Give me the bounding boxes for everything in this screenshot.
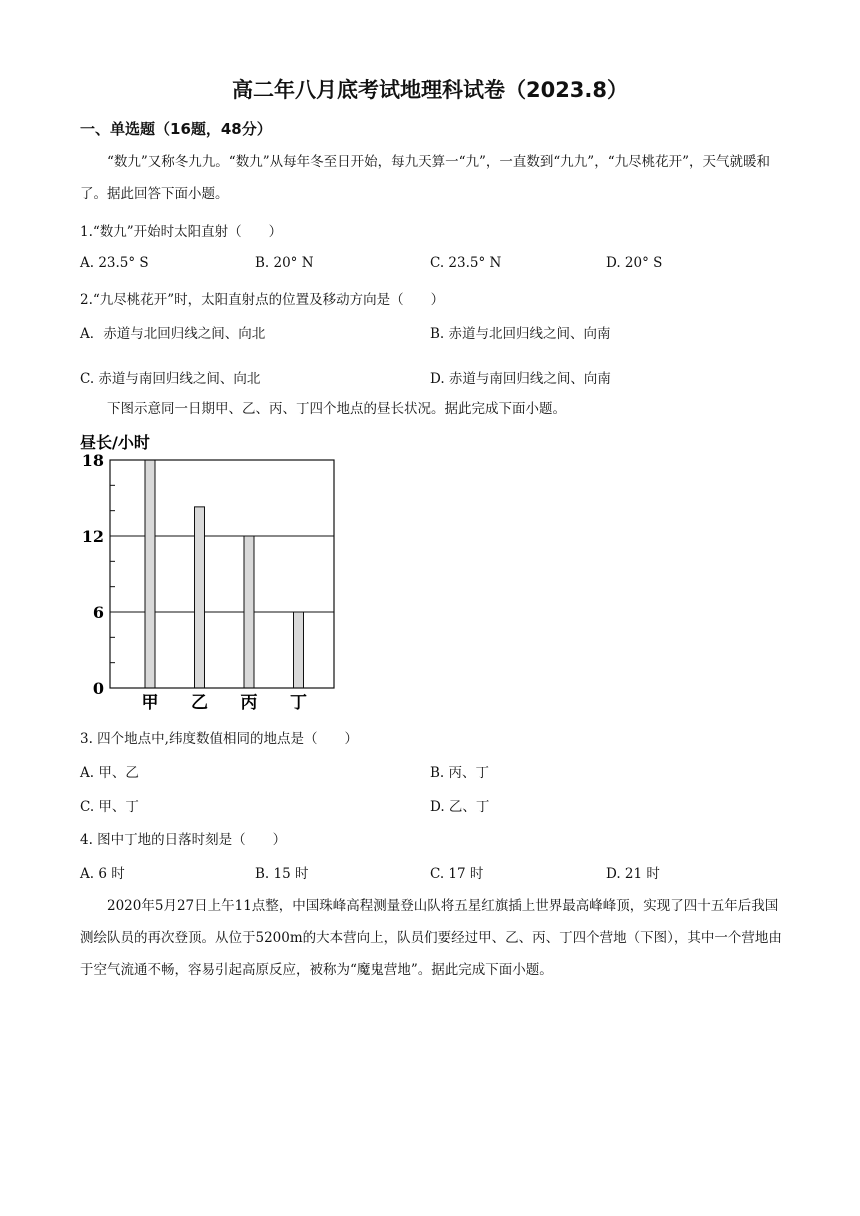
- q1-option-a: A. 23.5° S: [80, 255, 149, 271]
- day-length-chart: [70, 426, 360, 716]
- intro-paragraph-3: 2020年5月27日上午11点整，中国珠峰高程测量登山队将五星红旗插上世界最高峰峰顶，实现了四十五年后我国测绘队员的再次登顶。从位于5200m的大本营向上，队员们要经过甲、乙、丙、丁四个营地（下图），其中一个营地由于空气流通不畅，容易引起高原反应，被称为“魔鬼营地”。据此完成下面小题。: [80, 898, 782, 978]
- chart-ylabel: 昼长/小时: [80, 433, 150, 452]
- question-1-stem: 1.“数九”开始时太阳直射（ ）: [80, 224, 283, 240]
- y-tick-label: 12: [81, 527, 104, 546]
- intro-paragraph-2: 下图示意同一日期甲、乙、丙、丁四个地点的昼长状况。据此完成下面小题。: [107, 401, 566, 417]
- q1-option-b: B. 20° N: [255, 255, 314, 271]
- q2-option-c: C. 赤道与南回归线之间、向北: [80, 371, 261, 387]
- page-title: 高二年八月底考试地理科试卷（2023.8）: [231, 78, 629, 102]
- q1-option-c: C. 23.5° N: [430, 255, 502, 271]
- q4-option-d: D. 21 时: [606, 866, 660, 882]
- y-tick-label: 6: [92, 603, 104, 622]
- q3-option-c: C. 甲、丁: [80, 799, 139, 815]
- section-heading: 一、单选题（16题，48分）: [80, 120, 272, 138]
- x-category-label: 乙: [191, 693, 208, 713]
- q2-option-d: D. 赤道与南回归线之间、向南: [430, 371, 611, 387]
- bar-1: [145, 460, 155, 688]
- question-3-stem: 3. 四个地点中,纬度数值相同的地点是（ ）: [80, 731, 358, 747]
- intro-paragraph-1: “数九”又称冬九九。“数九”从每年冬至日开始，每九天算一“九”，一直数到“九九”，“九尽桃花开”，天气就暖和了。据此回答下面小题。: [80, 154, 771, 202]
- question-2-stem: 2.“九尽桃花开”时，太阳直射点的位置及移动方向是（ ）: [80, 292, 445, 308]
- q4-option-c: C. 17 时: [430, 866, 484, 882]
- x-category-label: 甲: [141, 693, 159, 713]
- bar-3: [244, 536, 254, 688]
- q2-option-b: B. 赤道与北回归线之间、向南: [430, 326, 611, 342]
- x-category-label: 丙: [240, 693, 258, 713]
- q4-option-b: B. 15 时: [255, 866, 309, 882]
- y-tick-label: 18: [81, 451, 104, 470]
- y-tick-label: 0: [92, 679, 104, 698]
- question-4-stem: 4. 图中丁地的日落时刻是（ ）: [80, 832, 287, 848]
- q3-option-b: B. 丙、丁: [430, 765, 490, 781]
- q2-option-a: A．赤道与北回归线之间、向北: [80, 326, 266, 342]
- q3-option-d: D. 乙、丁: [430, 799, 490, 815]
- bar-4: [294, 612, 304, 688]
- q4-option-a: A. 6 时: [80, 866, 125, 882]
- q3-option-a: A. 甲、乙: [80, 765, 139, 781]
- q1-option-d: D. 20° S: [606, 255, 663, 271]
- x-category-label: 丁: [290, 693, 307, 713]
- bar-2: [195, 507, 205, 688]
